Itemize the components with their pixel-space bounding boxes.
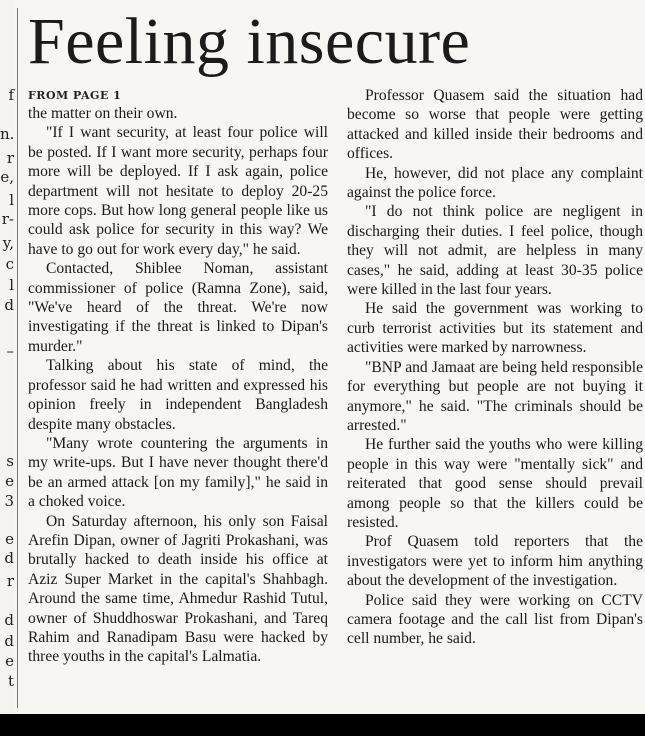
fragment-text: e xyxy=(5,652,14,670)
paragraph: "BNP and Jamaat are being held responsible for everything but people are not buying it anymore," he said. "The criminals should be arrested." xyxy=(347,358,643,434)
paragraph: He said the government was working to curb terrorist activities but its statement and activities were marked by narrowness. xyxy=(347,300,643,357)
fragment-text: s xyxy=(6,452,14,470)
paragraph: "Many wrote countering the arguments in my write-ups. But I have never thought there'd be an armed attack [on my family]," he said in a choked voice. xyxy=(28,434,328,511)
fragment-text: e xyxy=(5,530,14,548)
fragment-text: t xyxy=(7,672,14,690)
fragment-text: – xyxy=(6,342,14,360)
fragment-text: c xyxy=(5,255,14,273)
paragraph: Professor Quasem said the situation had become so worse that people were getting attacked and killed inside their bedrooms and offices. xyxy=(347,87,643,163)
fragment-text: d xyxy=(4,611,14,629)
fragment-text: e xyxy=(5,472,14,490)
fragment-text: d xyxy=(4,296,14,314)
previous-column-fragment xyxy=(0,0,14,714)
article-column-2 xyxy=(347,86,643,649)
paragraph: Prof Quasem told reporters that the investigators were yet to inform him anything about the development of the investigation. xyxy=(347,533,643,590)
paragraph: He further said the youths who were killing people in this way were "mentally sick" and reiterated that good sense should prevail among people so that the killers could be resisted. xyxy=(347,436,643,531)
fragment-text: f xyxy=(8,86,14,104)
paragraph: Police said they were working on CCTV camera footage and the call list from Dipan's cell number, he said. xyxy=(347,591,643,648)
fragment-text: n. xyxy=(0,125,15,143)
fragment-text: l xyxy=(9,276,14,294)
article-column-1 xyxy=(28,104,328,667)
fragment-text: l xyxy=(9,191,14,209)
paragraph: the matter on their own. xyxy=(28,105,178,122)
column-divider xyxy=(17,8,18,708)
fragment-text: 3 xyxy=(4,492,14,510)
paragraph: On Saturday afternoon, his only son Faisal Arefin Dipan, owner of Jagriti Prokashani, was brutally hacked to death inside his office at Aziz Super Market in the capital's Shahbagh. Around the same time, Ahmedur Rashid Tutul, owner of Shuddhoswar Prokashani, and Tareq Rahim and Ranadipam Basu were hacked by three youths in the capital's Lalmatia. xyxy=(28,512,328,666)
paragraph: Contacted, Shiblee Noman, assistant commissioner of police (Ramna Zone), said, "We've heard of the threat. We're now investigating if the threat is linked to Dipan's murder." xyxy=(28,260,328,355)
fragment-text: e, xyxy=(0,168,14,186)
fragment-text: d xyxy=(4,632,14,650)
scan-border xyxy=(0,714,645,736)
paragraph: "If I want security, at least four police will be posted. If I want more security, perhaps four more will be deployed. If I ask again, police department will not hesitate to deploy 20-25 more cops. But how long general people like us could ask police for security in this way? We have to go out for work every day," he said. xyxy=(28,124,328,258)
fragment-text: r xyxy=(6,149,14,167)
fragment-text: r xyxy=(6,572,14,590)
paragraph: Talking about his state of mind, the professor said he had written and expressed his opinion freely in independent Bangladesh despite many obstacles. xyxy=(28,357,328,433)
continuation-kicker: FROM PAGE 1 xyxy=(28,89,122,102)
paragraph: He, however, did not place any complaint against the police force. xyxy=(347,164,643,202)
headline: Feeling insecure xyxy=(28,5,471,78)
fragment-text: r- xyxy=(1,210,14,228)
fragment-text: y, xyxy=(2,234,14,252)
fragment-text: d xyxy=(4,549,14,567)
paragraph: "I do not think police are negligent in discharging their duties. I feel police, though they will not admit, are helpless in many cases," he said, adding at least 30-35 police were killed in the last four years. xyxy=(347,203,643,299)
